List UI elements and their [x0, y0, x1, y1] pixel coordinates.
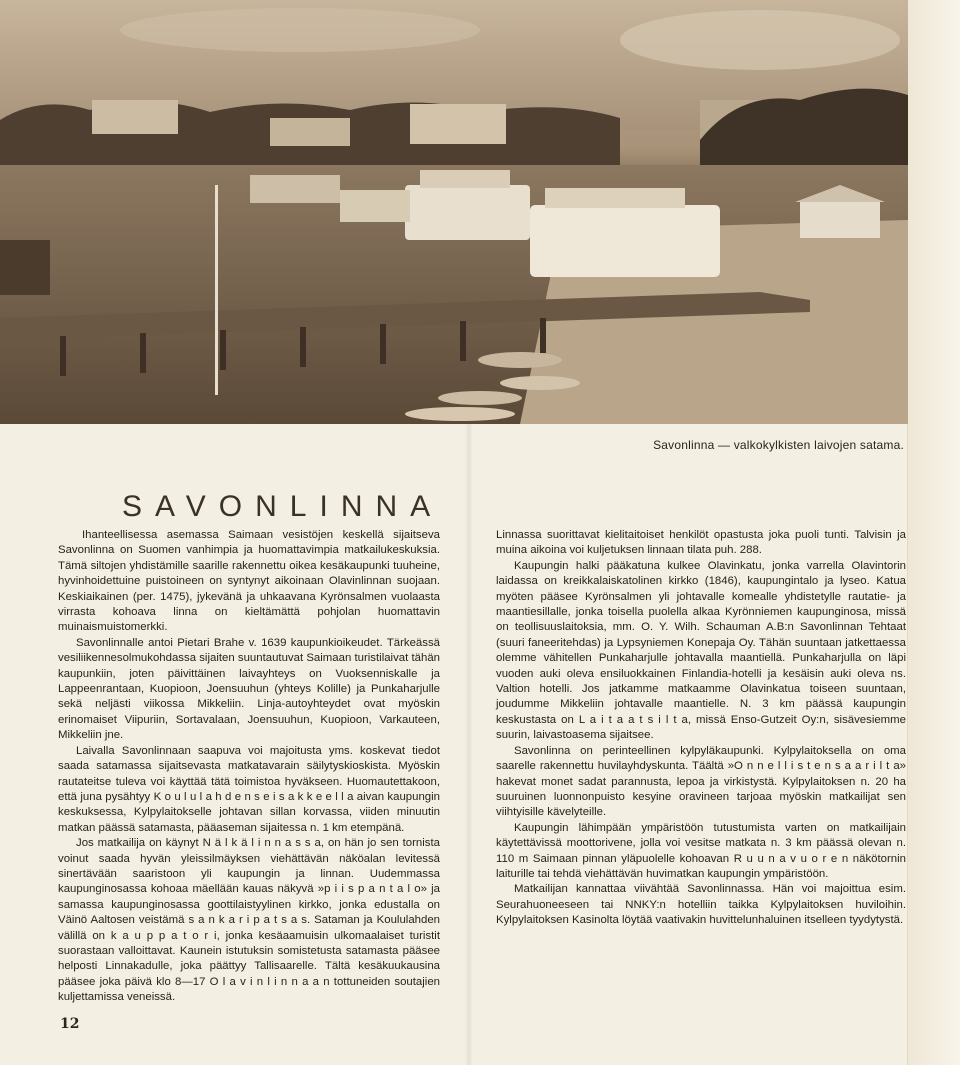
paragraph: Ihanteellisessa asemassa Saimaan vesistöjen keskellä sijaitseva Savonlinna on Suomen vanhimpia ja huomattavimpia matkailukeskuksia. Tämä siltojen yhdistämille saarille rakennettu oikea kesäkaupunki tuuheine, hyvinhoidettuine puistoineen on syntynyt aikoinaan Olavinlinnan suojaan. Keskiaikainen (per. 1475), jykevänä ja uhkaavana Kyrönsalmen vuolaasta virrasta kohoava linna on kieltämättä pohjolan huomattavin muinaismuistomerkki.: [58, 529, 440, 634]
paragraph: Jos matkailija on käynyt N ä l k ä l i n n a s s a, on hän jo sen tornista voinut saada hyvän yleissilmäyksen viehättävän näköalan levitessä sinertävään saaristoon yli kaupungin ja linnan. Uudemmassa kaupunginosassa kohoaa mäellään kauas näkyvä »p i i s p a n t a l o» ja samassa kaupunginosassa goottilaistyylinen kirkko, jonka edustalla on Väinö Aaltosen veistämä s a n k a r i p a t s a s. Sataman ja Koululahden välillä on k a u p p a t o r i, jonka kesäaamuisin ulkomaalaiset turistit suorastaan valloittavat. Kaunein istutuksin somistetusta satamasta pääsee helposti Linnakadulle, joka päättyy Tallisaarelle. Tältä kesäkuukausina pääsee joka päivä klo 8—17 O l a v i n l i n n a a n tottuneiden soutajien kuljettamissa veneissä.: [58, 837, 440, 1004]
photo-caption: Savonlinna — valkokylkisten laivojen satama.: [653, 438, 904, 452]
paragraph: Savonlinna on perinteellinen kylpyläkaupunki. Kylpylaitoksella on oma saarelle rakennettu huvilayhdyskunta. Täältä »O n n e l l i s t e n s a a r i l t a» hakevat monet sadat parannusta, lepoa ja virkistystä. Kylpylaitoksen n. 20 ha suuruinen luonnonpuisto kesyine oravineen tarjoaa myöskin matkailijat sen viihtyisille kävelyteille.: [496, 744, 906, 819]
harbor-illustration: [0, 0, 908, 424]
paragraph: Kaupungin halki pääkatuna kulkee Olavinkatu, jonka varrella Olavintorin laidassa on kreikkalaiskatolinen kirkko (1846), kaupungintalo ja lyseo. Katua myöten pääsee Kyrönsalmen yli johtavalle komealle yhdistetylle rautatie- ja maantiesillalle, jonka toisella puolella alkaa Kyrönniemen kaupunginosa, missä on teollisuuslaitoksia, mm. O. Y. Wilh. Schauman A.B:n Savonlinnan Tehtaat (suuri faneeritehdas) ja Lypsyniemen Konepaja Oy. Tähän suuntaan jatkettaessa olemme vähitellen Punkaharjulle johtavalla maantiellä. Punkaharjulla on läpi vuoden auki oleva ensiluokkainen Finlandia-hotelli ja kesäisin auki oleva ns. Valtion hotelli. Jos jatkamme matkaamme Olavinkatua toiseen suuntaan, joudumme Mikkeliin johtavalle maantielle. N. 3 km päässä kaupungin keskustasta on L a i t a a t s i l t a, missä Enso-Gutzeit Oy:n, sisävesiemme suurin, laivastoasema sijaitsee.: [496, 559, 906, 742]
paragraph: Linnassa suorittavat kielitaitoiset henkilöt opastusta joka puoli tunti. Talvisin ja muina aikoina voi kuljetuksen linnaan tilata puh. 288.: [496, 529, 906, 557]
left-text-column: [58, 528, 440, 1006]
next-page-edge: [907, 0, 960, 1065]
paragraph: Matkailijan kannattaa viivähtää Savonlinnassa. Hän voi majoittua esim. Seurahuoneeseen tai NNKY:n hotelliin taikka Kylpylaitoksen huviloihin. Kylpylaitoksen Kasinolta löytää vaativakin huvittelunhaluinen itselleen tyydytystä.: [496, 883, 906, 927]
paragraph: Kaupungin lähimpään ympäristöön tutustumista varten on matkailijain käytettävissä moottorivene, jolla voi vesitse matkata n. 3 km päässä olevan n. 110 m Saimaan pinnan yläpuolelle kohoavan R u u n a v u o r e n näkötornin laiturille tai tehdä viehättävän huvimatkan kaupungin ympäristöön.: [496, 821, 906, 880]
page-number: 12: [60, 1016, 80, 1032]
page-title: SAVONLINNA: [122, 490, 444, 524]
harbor-photo: [0, 0, 908, 424]
right-text-column: [496, 528, 906, 929]
paragraph: Savonlinnalle antoi Pietari Brahe v. 1639 kaupunkioikeudet. Tärkeässä vesiliikennesolmukohdassa sijaiten suuntautuvat Saimaan turistilaivat tähän kaupunkiin, joten päivittäinen laivayhteys on Vuoksenniskalle ja Lappeenrantaan, Kuopioon, Joensuuhun (yhteys Kolille) ja Punkaharjulle sekä neljästi viikossa Mikkeliin. Linja-autoyhteydet ovat myöskin erinomaiset Viipuriin, Sortavalaan, Joensuuhun, Kuopioon, Varkauteen, Mikkeliin jne.: [58, 636, 440, 742]
paragraph: Laivalla Savonlinnaan saapuva voi majoitusta yms. koskevat tiedot saada satamassa sijaitsevasta matkatavarain säilytyskioskista. Myöskin rautateitse tuleva voi käyttää tätä toimistoa hyväkseen. Huomautettakoon, että juna pysähtyy K o u l u l a h d e n s e i s a k k e e l l a aivan kaupungin keskuksessa, Kylpylaitokselle johtavan sillan korvassa, viiden minuutin matkan päässä satamasta, pääaseman sijaitessa n. 1 km etempänä.: [58, 744, 440, 834]
